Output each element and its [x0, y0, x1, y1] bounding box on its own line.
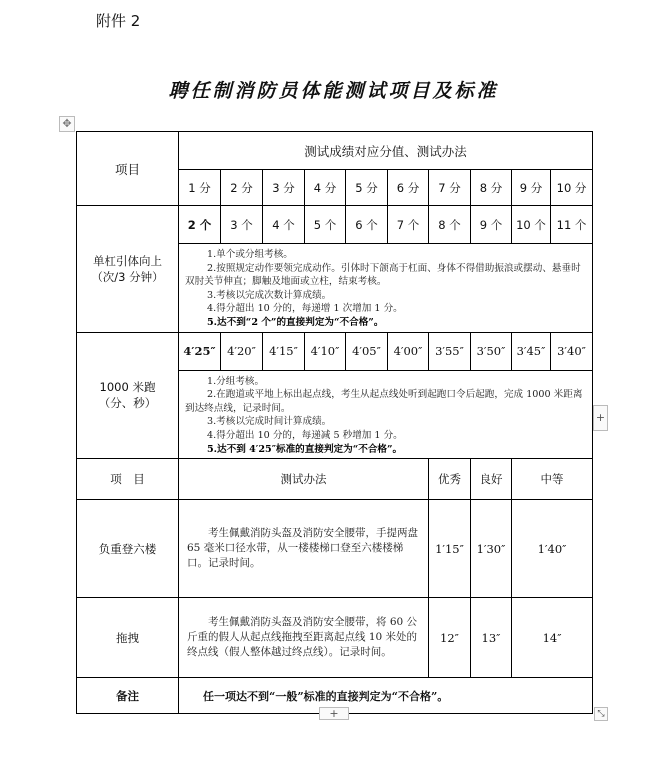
header-row	[77, 132, 593, 170]
run-value-cell: 4′05″	[346, 332, 388, 370]
header-scoring-cell: 测试成绩对应分值、测试办法	[179, 132, 593, 170]
stairs-desc-cell: 考生佩戴消防头盔及消防安全腰带，手提两盘 65 毫米口径水带，从一楼楼梯口登至六楼楼梯口。记录时间。	[179, 500, 429, 598]
pullup-name: 单杠引体向上	[93, 253, 162, 268]
score-cell: 6 分	[388, 170, 429, 206]
pullup-value-cell: 3 个	[221, 206, 263, 244]
score-cell: 3 分	[263, 170, 305, 206]
score-cell: 7 分	[429, 170, 471, 206]
pullup-value-cell: 9 个	[471, 206, 512, 244]
page-title: 聘任制消防员体能测试项目及标准	[168, 80, 499, 102]
run-method-line: 4.得分超出 10 分的，每递减 5 秒增加 1 分。	[207, 429, 403, 441]
score-cell: 1 分	[179, 170, 221, 206]
run-method-line: 5.达不到 4′25″标准的直接判定为“不合格”。	[207, 443, 403, 455]
drag-grade-cell: 13″	[471, 598, 512, 678]
drag-grade-cell: 14″	[512, 598, 593, 678]
table-move-handle-icon[interactable]: ✥	[59, 116, 75, 132]
run-method-line: 1.分组考核。	[207, 375, 265, 387]
pullup-value-cell: 2 个	[179, 206, 221, 244]
score-cell: 2 分	[221, 170, 263, 206]
stairs-grade-cell: 1′30″	[471, 500, 512, 598]
grade-header-cell: 良好	[471, 459, 512, 500]
run-method-line: 2.在跑道或平地上标出起点线，考生从起点线处听到起跑口令后起跑，完成 1000 米距离到达终点线，记录时间。	[185, 389, 583, 414]
drag-grade-cell: 12″	[429, 598, 471, 678]
stairs-grade-cell: 1′40″	[512, 500, 593, 598]
section2-item-cell: 项 目	[77, 459, 179, 500]
table-resize-icon[interactable]: ⤡	[594, 707, 608, 721]
run-name: 1000 米跑	[99, 380, 156, 395]
run-value-cell: 3′50″	[471, 332, 512, 370]
pullup-name-cell	[77, 206, 179, 333]
standards-table	[76, 131, 593, 714]
run-value-cell: 4′00″	[388, 332, 429, 370]
pullup-value-cell: 5 个	[305, 206, 346, 244]
remark-label-cell: 备注	[77, 678, 179, 714]
pullup-values-row	[77, 206, 593, 244]
run-value-cell: 3′40″	[551, 332, 593, 370]
pullup-method-cell	[179, 244, 593, 333]
pullup-method-line: 5.达不到“2 个”的直接判定为“不合格”。	[207, 316, 384, 328]
pullup-value-cell: 7 个	[388, 206, 429, 244]
add-column-icon[interactable]: +	[593, 405, 608, 431]
pullup-value-cell: 8 个	[429, 206, 471, 244]
pullup-method-line: 4.得分超出 10 分的，每递增 1 次增加 1 分。	[207, 303, 403, 315]
run-value-cell: 4′10″	[305, 332, 346, 370]
grade-header-cell: 中等	[512, 459, 593, 500]
score-cell: 8 分	[471, 170, 512, 206]
section2-header-row	[77, 459, 593, 500]
section2-method-cell: 测试办法	[179, 459, 429, 500]
score-cell: 9 分	[512, 170, 551, 206]
pullup-value-cell: 6 个	[346, 206, 388, 244]
annex-label: 附件 2	[96, 12, 141, 30]
drag-row	[77, 598, 593, 678]
run-unit: （分、秒）	[98, 396, 157, 411]
pullup-value-cell: 10 个	[512, 206, 551, 244]
add-row-icon[interactable]: +	[319, 707, 349, 720]
run-name-cell	[77, 332, 179, 459]
pullup-method-line: 1.单个或分组考核。	[207, 249, 293, 260]
run-method-cell	[179, 370, 593, 459]
run-method-line: 3.考核以完成时间计算成绩。	[207, 416, 332, 428]
drag-name-cell: 拖拽	[77, 598, 179, 678]
pullup-method-line: 3.考核以完成次数计算成绩。	[207, 289, 332, 301]
stairs-name-cell: 负重登六楼	[77, 500, 179, 598]
run-value-cell: 4′20″	[221, 332, 263, 370]
pullup-method-line: 2.按照规定动作要领完成动作。引体时下颌高于杠面、身体不得借助振浪或摆动、悬垂时双肘关节伸直；脚触及地面或立柱，结束考核。	[185, 262, 581, 288]
pullup-unit: （次/3 分钟）	[91, 269, 164, 284]
run-value-cell: 3′55″	[429, 332, 471, 370]
run-value-cell: 3′45″	[512, 332, 551, 370]
remark-text-cell: 任一项达不到“一般”标准的直接判定为“不合格”。	[179, 678, 593, 714]
grade-header-cell: 优秀	[429, 459, 471, 500]
score-cell: 4 分	[305, 170, 346, 206]
run-values-row	[77, 332, 593, 370]
header-item-cell: 项目	[77, 132, 179, 206]
drag-desc-cell: 考生佩戴消防头盔及消防安全腰带，将 60 公斤重的假人从起点线拖拽至距离起点线 10 米处的终点线（假人整体越过终点线）。记录时间。	[179, 598, 429, 678]
pullup-value-cell: 11 个	[551, 206, 593, 244]
score-cell: 5 分	[346, 170, 388, 206]
score-cell: 10 分	[551, 170, 593, 206]
run-value-cell: 4′15″	[263, 332, 305, 370]
run-value-cell: 4′25″	[179, 332, 221, 370]
pullup-value-cell: 4 个	[263, 206, 305, 244]
stairs-grade-cell: 1′15″	[429, 500, 471, 598]
stairs-row	[77, 500, 593, 598]
